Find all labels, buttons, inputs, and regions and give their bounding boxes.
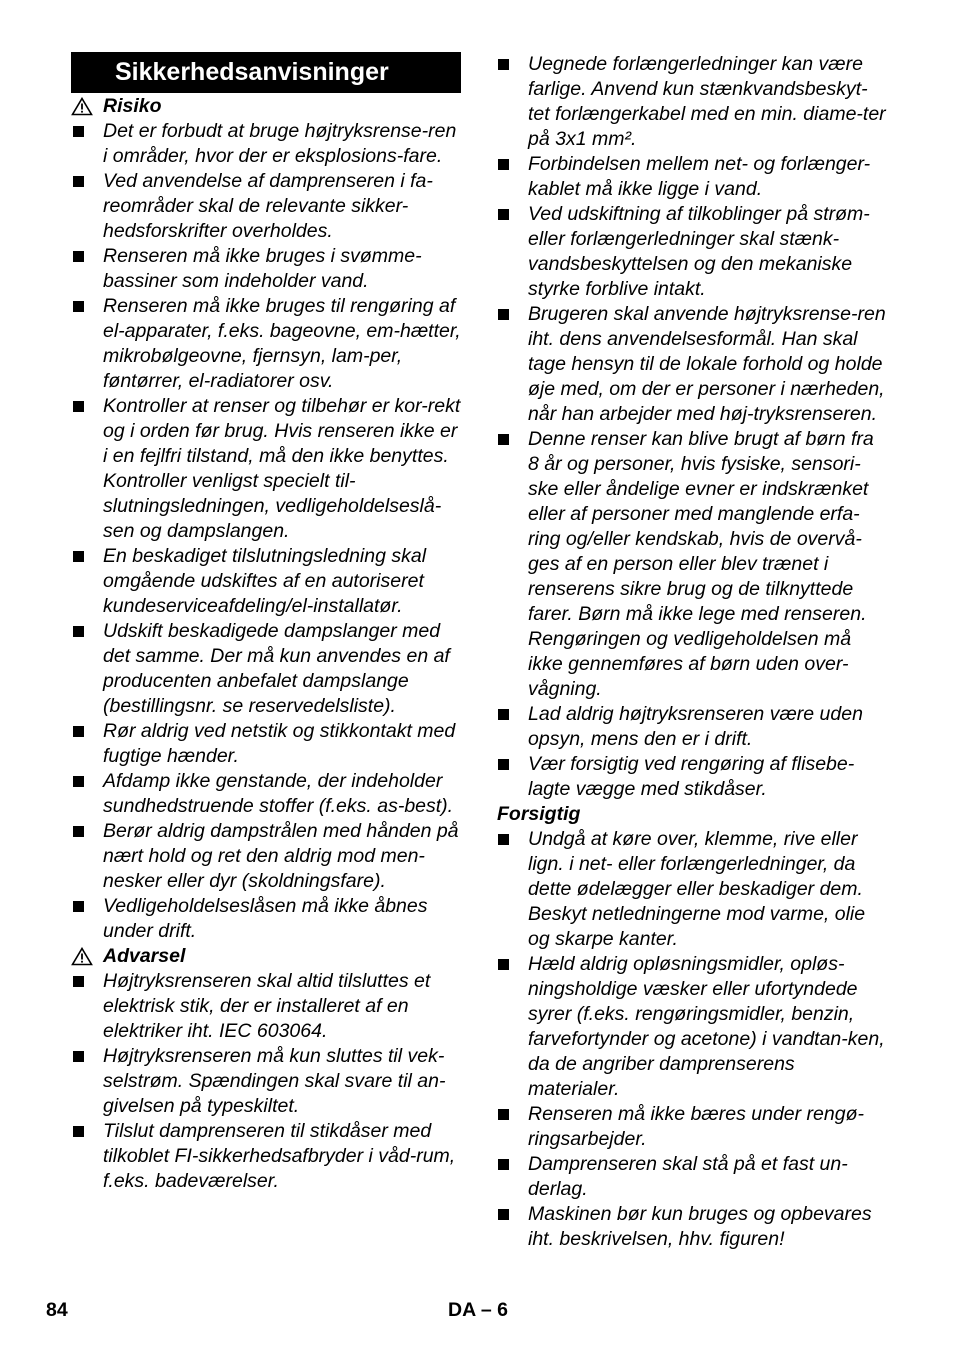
list-item: Damprenseren skal stå på et fast un-derlag. <box>496 1152 888 1202</box>
risiko-list <box>71 119 461 944</box>
bullet-square-icon <box>73 176 84 187</box>
page-code: DA – 6 <box>448 1299 508 1321</box>
bullet-square-icon <box>73 126 84 137</box>
bullet-square-icon <box>498 1209 509 1220</box>
bullet-square-icon <box>73 976 84 987</box>
list-item: Denne renser kan blive brugt af børn fra 8 år og personer, hvis fysiske, sensori-ske eller åndelige evner er indskrænket eller af personer med manglende erfa-ring og/eller kendskab, hvis de overvå-ges af en person eller blev trænet i renserens sikre brug og de tilknyttede farer. Børn må ikke lege med renseren. Rengøringen og vedligeholdelsen må ikke gennemføres af børn uden over-vågning. <box>496 427 888 702</box>
list-item: Rør aldrig ved netstik og stikkontakt med fugtige hænder. <box>71 719 461 769</box>
bullet-square-icon <box>498 1109 509 1120</box>
list-item: Det er forbudt at bruge højtryksrense-ren i områder, hvor der er eksplosions-fare. <box>71 119 461 169</box>
list-item: Vedligeholdelseslåsen må ikke åbnes under drift. <box>71 894 461 944</box>
bullet-square-icon <box>498 709 509 720</box>
page-title: Sikkerhedsanvisninger <box>71 52 461 93</box>
bullet-square-icon <box>73 251 84 262</box>
list-item: Vær forsigtig ved rengøring af flisebe-lagte vægge med stikdåser. <box>496 752 888 802</box>
list-item: Renseren må ikke bruges til rengøring af el-apparater, f.eks. bageovne, em-hætter, mikrobølgeovne, fjernsyn, lam-per, føntørrer, el-radiatorer osv. <box>71 294 461 394</box>
list-item: Højtryksrenseren må kun sluttes til vek-selstrøm. Spændingen skal svare til an-givelsen på typeskiltet. <box>71 1044 461 1119</box>
risiko-heading <box>71 94 461 119</box>
list-item: Kontroller at renser og tilbehør er kor-rekt og i orden før brug. Hvis renseren ikke er i en fejlfri tilstand, må den ikke benyttes. Kontroller venligst specielt til-slutningsledningen, vedligeholdelseslå-sen og dampslangen. <box>71 394 461 544</box>
bullet-square-icon <box>73 1126 84 1137</box>
bullet-square-icon <box>73 401 84 412</box>
bullet-square-icon <box>498 209 509 220</box>
list-item: Renseren må ikke bruges i svømme-bassiner som indeholder vand. <box>71 244 461 294</box>
advarsel-heading-text: Advarsel <box>103 945 186 967</box>
list-item: Lad aldrig højtryksrenseren være uden opsyn, mens den er i drift. <box>496 702 888 752</box>
advarsel-list-left <box>71 969 461 1194</box>
list-item: Tilslut damprenseren til stikdåser med tilkoblet FI-sikkerhedsafbryder i våd-rum, f.eks. badeværelser. <box>71 1119 461 1194</box>
list-item: Undgå at køre over, klemme, rive eller lign. i net- eller forlængerledninger, da dette ødelægger eller beskadiger dem. Beskyt netledningerne mod varme, olie og skarpe kanter. <box>496 827 888 952</box>
bullet-square-icon <box>73 776 84 787</box>
forsigtig-list <box>496 827 888 1252</box>
list-item: Maskinen bør kun bruges og opbevares iht. beskrivelsen, hhv. figuren! <box>496 1202 888 1252</box>
bullet-square-icon <box>73 301 84 312</box>
bullet-square-icon <box>498 59 509 70</box>
list-item: Brugeren skal anvende højtryksrense-ren iht. dens anvendelsesformål. Han skal tage hensyn til de lokale forhold og holde øje med, om der er personer i nærheden, når han arbejder med høj-tryksrenseren. <box>496 302 888 427</box>
list-item: Afdamp ikke genstande, der indeholder sundhedstruende stoffer (f.eks. as-best). <box>71 769 461 819</box>
warning-triangle-icon <box>71 97 93 116</box>
bullet-square-icon <box>498 759 509 770</box>
list-item: Højtryksrenseren skal altid tilsluttes et elektrisk stik, der er installeret af en elektriker iht. IEC 603064. <box>71 969 461 1044</box>
bullet-square-icon <box>73 726 84 737</box>
list-item: Udskift beskadigede dampslanger med det samme. Der må kun anvendes en af producenten anbefalet dampslange (bestillingsnr. se reservedelsliste). <box>71 619 461 719</box>
list-item: Hæld aldrig opløsningsmidler, opløs-ningsholdige væsker eller ufortyndede syrer (f.eks. rengøringsmidler, benzin, farvefortynder og acetone) i vandtan-ken, da de angriber damprenserens materialer. <box>496 952 888 1102</box>
right-column <box>496 52 888 1252</box>
bullet-square-icon <box>498 159 509 170</box>
list-item: Uegnede forlængerledninger kan være farlige. Anvend kun stænkvandsbeskyt-tet forlængerkabel med en min. diame-ter på 3x1 mm². <box>496 52 888 152</box>
bullet-square-icon <box>498 434 509 445</box>
list-item: En beskadiget tilslutningsledning skal omgående udskiftes af en autoriseret kundeserviceafdeling/el-installatør. <box>71 544 461 619</box>
bullet-square-icon <box>73 551 84 562</box>
bullet-square-icon <box>498 834 509 845</box>
list-item: Berør aldrig dampstrålen med hånden på nært hold og ret den aldrig mod men-nesker eller dyr (skoldningsfare). <box>71 819 461 894</box>
bullet-square-icon <box>73 826 84 837</box>
warning-triangle-icon <box>71 947 93 966</box>
list-item: Ved udskiftning af tilkoblinger på strøm-eller forlængerledninger skal stænk-vandsbeskyttelsen og den mekaniske styrke forblive intakt. <box>496 202 888 302</box>
advarsel-heading <box>71 944 461 969</box>
bullet-square-icon <box>498 959 509 970</box>
list-item: Forbindelsen mellem net- og forlænger-kablet må ikke ligge i vand. <box>496 152 888 202</box>
bullet-square-icon <box>73 1051 84 1062</box>
page-number: 84 <box>46 1299 68 1321</box>
forsigtig-heading <box>496 802 888 827</box>
advarsel-list-right <box>496 52 888 802</box>
bullet-square-icon <box>498 1159 509 1170</box>
bullet-square-icon <box>73 626 84 637</box>
list-item: Renseren må ikke bæres under rengø-ringsarbejder. <box>496 1102 888 1152</box>
bullet-square-icon <box>498 309 509 320</box>
forsigtig-heading-text: Forsigtig <box>497 803 581 825</box>
bullet-square-icon <box>73 901 84 912</box>
list-item: Ved anvendelse af damprenseren i fa-reområder skal de relevante sikker-hedsforskrifter overholdes. <box>71 169 461 244</box>
risiko-heading-text: Risiko <box>103 95 162 117</box>
left-column <box>71 52 461 1194</box>
